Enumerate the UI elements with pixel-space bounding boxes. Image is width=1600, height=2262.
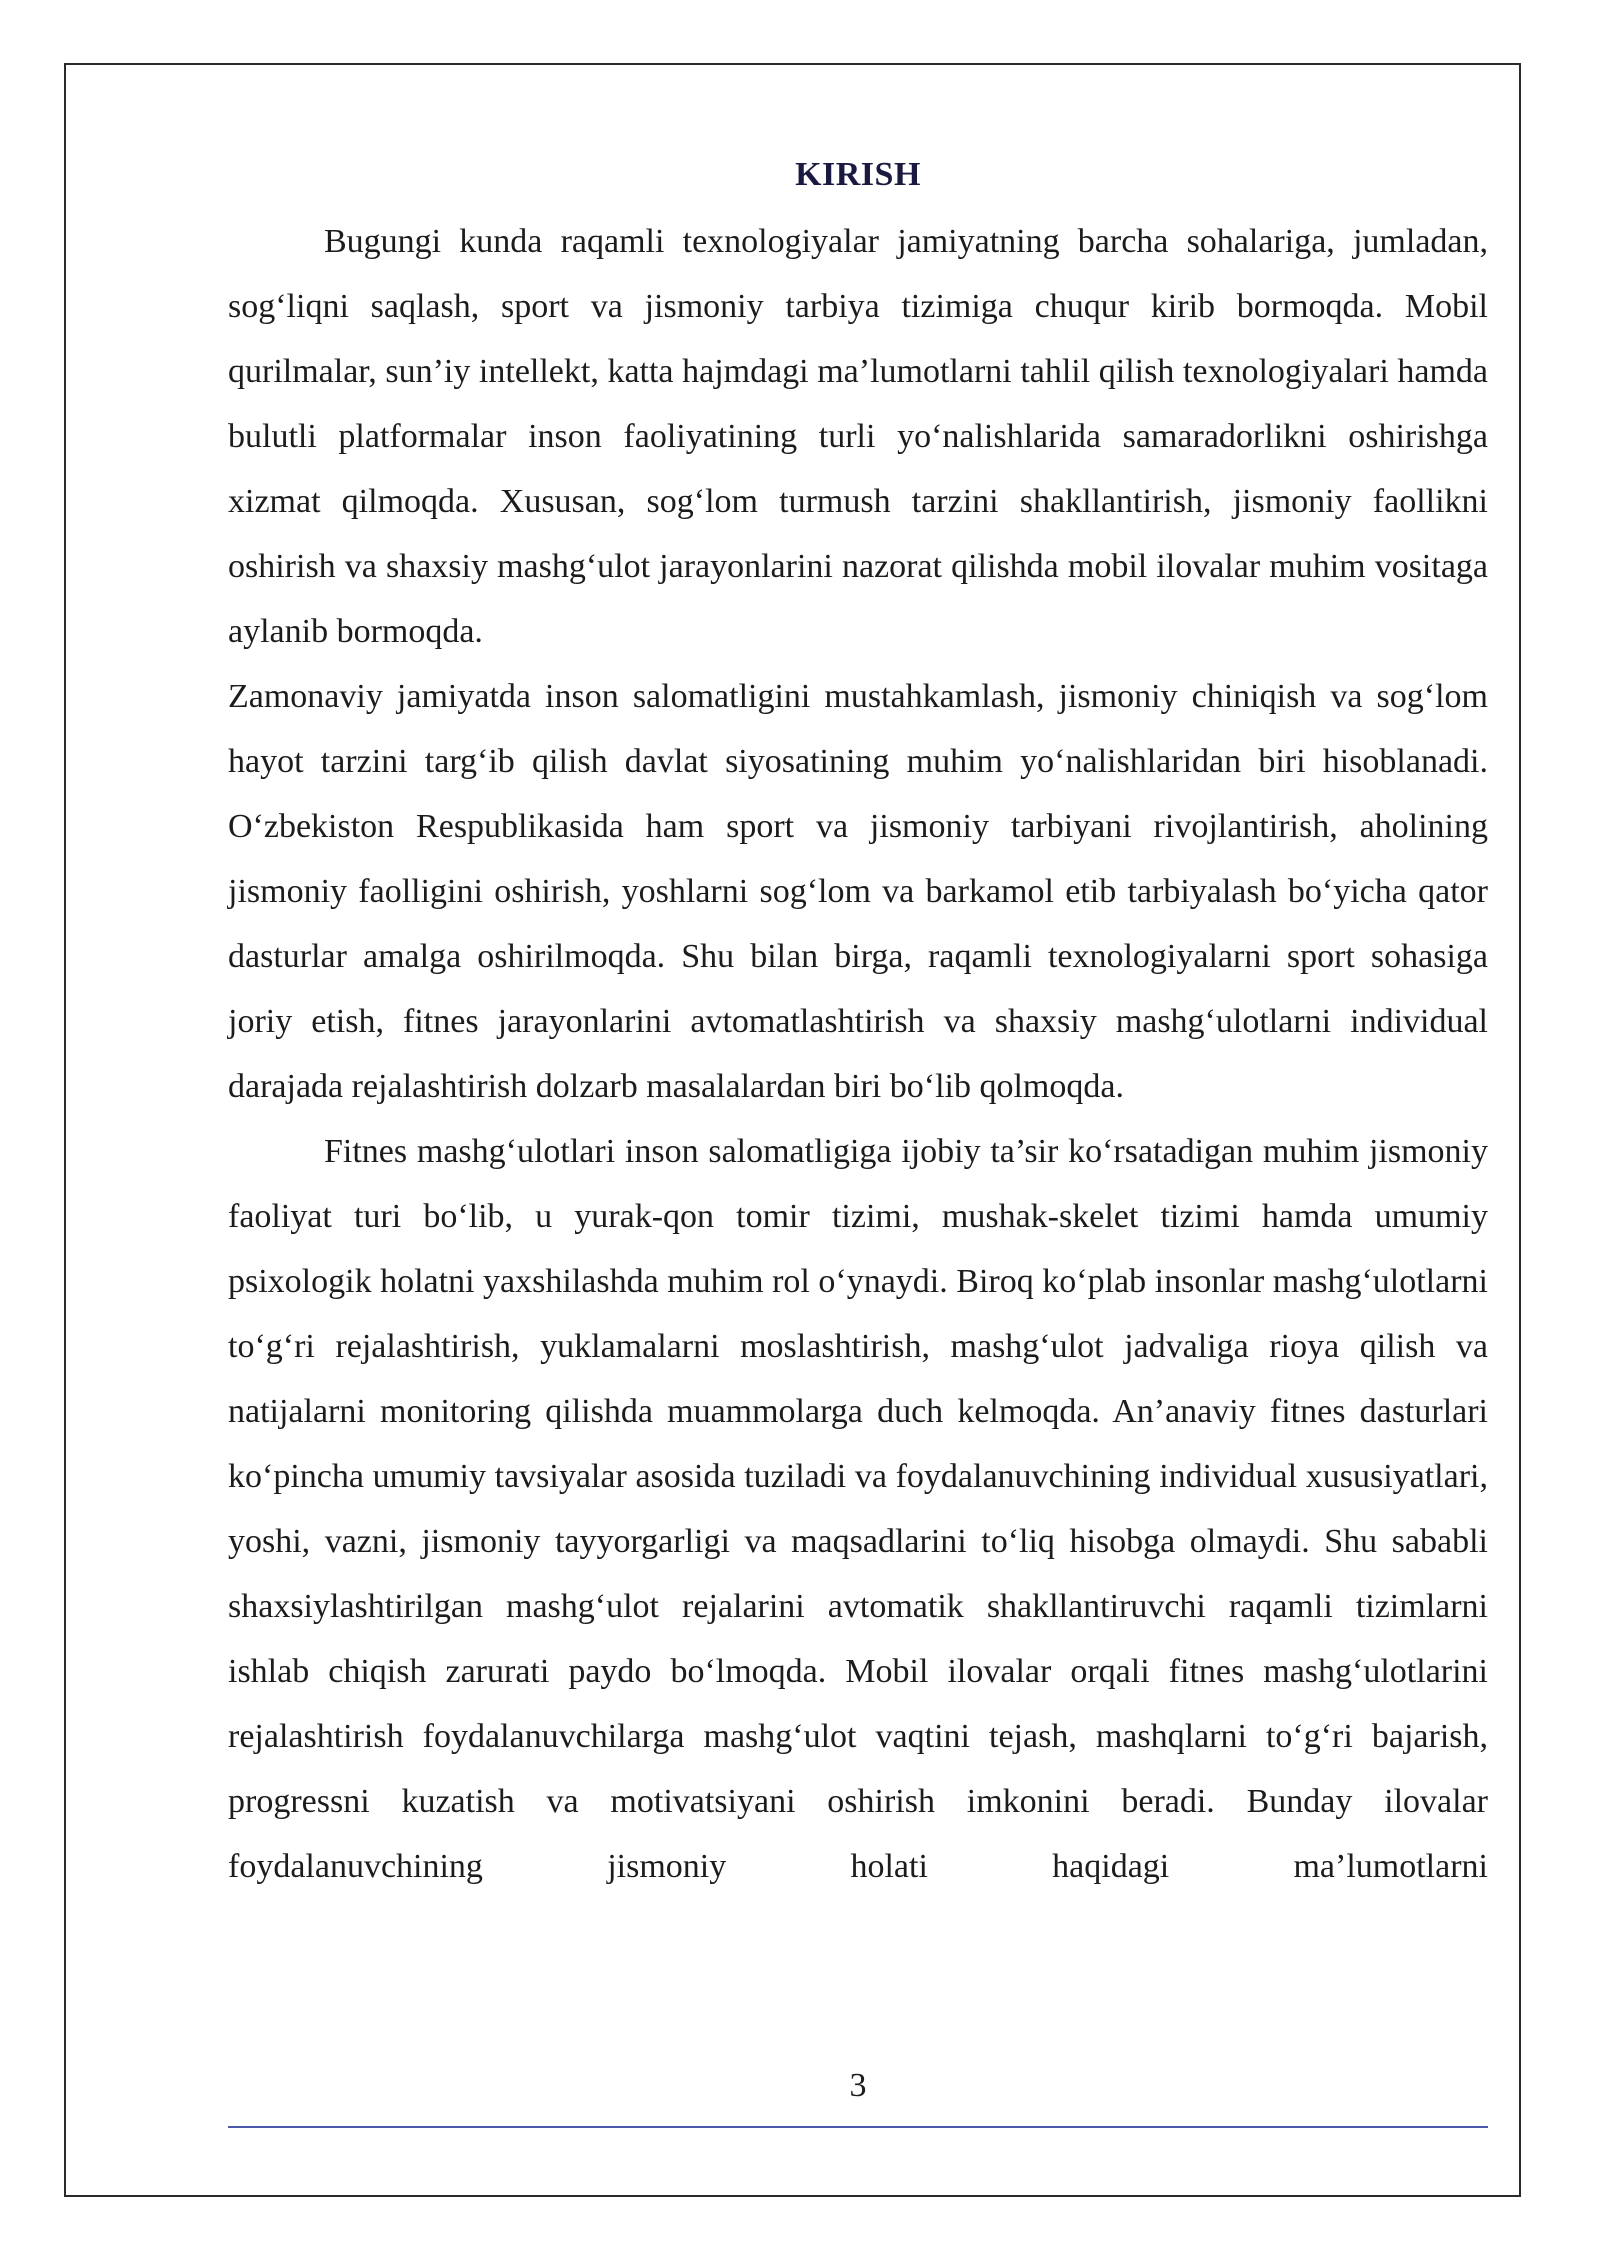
paragraph-3: Fitnes mashg‘ulotlari inson salomatligiga ijobiy ta’sir ko‘rsatadigan muhim jismoniy faoliyat turi bo‘lib, u yurak-qon tomir tizimi, mushak-skelet tizimi hamda umumiy psixologik holatni yaxshilashda muhim rol o‘ynaydi. Biroq ko‘plab insonlar mashg‘ulotlarni to‘g‘ri rejalashtirish, yuklamalarni moslashtirish, mashg‘ulot jadvaliga rioya qilish va natijalarni monitoring qilishda muammolarga duch kelmoqda. An’anaviy fitnes dasturlari ko‘pincha umumiy tavsiyalar asosida tuziladi va foydalanuvchining individual xususiyatlari, yoshi, vazni, jismoniy tayyorgarligi va maqsadlarini to‘liq hisobga olmaydi. Shu sababli shaxsiylashtirilgan mashg‘ulot rejalarini avtomatik shakllantiruvchi raqamli tizimlarni ishlab chiqish zarurati paydo bo‘lmoqda. Mobil ilovalar orqali fitnes mashg‘ulotlarini rejalashtirish foydalanuvchilarga mashg‘ulot vaqtini tejash, mashqlarni to‘g‘ri bajarish, progressni kuzatish va motivatsiyani oshirish imkonini beradi. Bunday ilovalar foydalanuvchining jismoniy holati haqidagi ma’lumotlarni <box>228 1133 1488 1885</box>
footer-rule <box>228 2126 1488 2128</box>
page-content <box>228 145 1488 1899</box>
paragraph-2: Zamonaviy jamiyatda inson salomatligini mustahkamlash, jismoniy chiniqish va sog‘lom hayot tarzini targ‘ib qilish davlat siyosatining muhim yo‘nalishlaridan biri hisoblanadi. O‘zbekiston Respublikasida ham sport va jismoniy tarbiyani rivojlantirish, aholining jismoniy faolligini oshirish, yoshlarni sog‘lom va barkamol etib tarbiyalash bo‘yicha qator dasturlar amalga oshirilmoqda. Shu bilan birga, raqamli texnologiyalarni sport sohasiga joriy etish, fitnes jarayonlarini avtomatlashtirish va shaxsiy mashg‘ulotlarni individual darajada rejalashtirish dolzarb masalalardan biri bo‘lib qolmoqda. <box>228 678 1488 1105</box>
paragraph-1: Bugungi kunda raqamli texnologiyalar jamiyatning barcha sohalariga, jumladan, sog‘liqni saqlash, sport va jismoniy tarbiya tizimiga chuqur kirib bormoqda. Mobil qurilmalar, sun’iy intellekt, katta hajmdagi ma’lumotlarni tahlil qilish texnologiyalari hamda bulutli platformalar inson faoliyatining turli yo‘nalishlarida samaradorlikni oshirishga xizmat qilmoqda. Xususan, sog‘lom turmush tarzini shakllantirish, jismoniy faollikni oshirish va shaxsiy mashg‘ulot jarayonlarini nazorat qilishda mobil ilovalar muhim vositaga aylanib bormoqda. <box>228 223 1488 650</box>
section-heading: KIRISH <box>795 156 921 193</box>
page-number: 3 <box>849 2067 867 2104</box>
